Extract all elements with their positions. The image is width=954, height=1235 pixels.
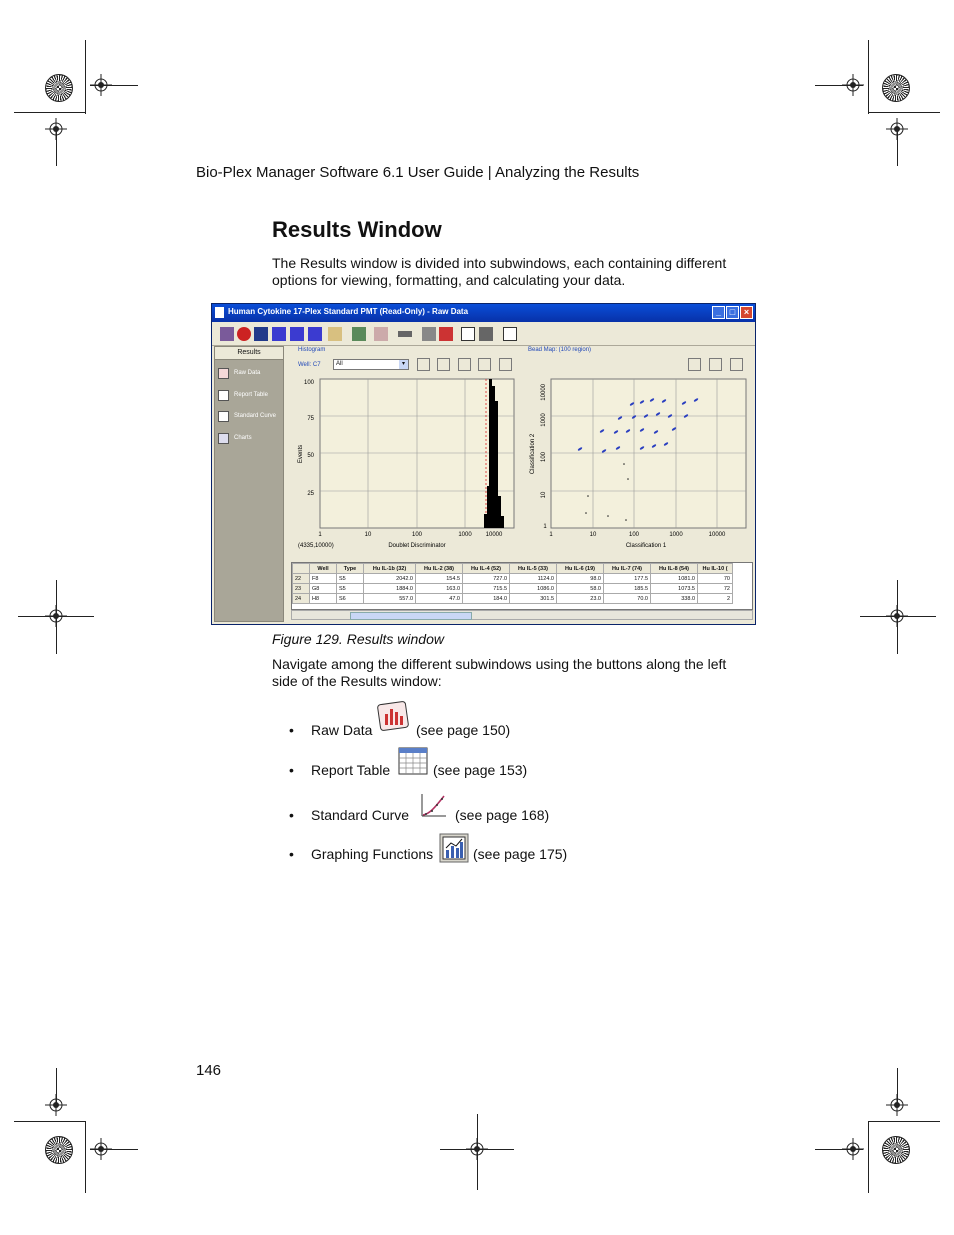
table-cell: 2 [698, 594, 733, 604]
table-cell: 1884.0 [364, 584, 416, 594]
toolbar-fx-icon[interactable] [308, 327, 322, 341]
x-tick: 1 [318, 532, 322, 538]
list-item-label: Report Table [311, 762, 391, 778]
report-table-icon [398, 747, 428, 775]
sidebar-item-report-table[interactable]: Report Table [217, 389, 283, 403]
section-title: Results Window [272, 217, 442, 242]
column-header[interactable]: Hu IL-2 (38) [416, 564, 463, 574]
y-axis-label: Events [298, 444, 304, 464]
toolbar-link-icon[interactable] [398, 331, 412, 337]
list-item-ref: (see page 168) [455, 807, 550, 823]
bead-map-zoom-button[interactable] [709, 358, 722, 371]
toolbar-chart-icon[interactable] [352, 327, 366, 341]
table-cell: 98.0 [557, 574, 604, 584]
bullet: • [289, 722, 294, 738]
table-cell: 1081.0 [651, 574, 698, 584]
y-tick: 50 [307, 453, 314, 459]
navigate-paragraph: Navigate among the different subwindows using the buttons along the left side of the Results window: [272, 656, 727, 689]
table-cell: 23 [293, 584, 310, 594]
y-tick: 1000 [541, 413, 547, 427]
x-tick: 10000 [485, 532, 503, 538]
raw-data-icon [376, 700, 412, 734]
bead-point [623, 463, 625, 465]
close-button[interactable]: × [740, 306, 753, 319]
region-dropdown[interactable]: All ▾ [333, 359, 409, 370]
column-header[interactable]: Hu IL-4 (52) [463, 564, 510, 574]
table-cell: 1124.0 [510, 574, 557, 584]
table-cell: 301.5 [510, 594, 557, 604]
y-tick: 10 [541, 491, 547, 499]
table-cell: 727.0 [463, 574, 510, 584]
y-tick: 75 [307, 416, 314, 422]
x-axis-label: Doublet Discriminator [388, 543, 446, 549]
list-item-label: Raw Data [311, 722, 373, 738]
coordinate-readout: (4335,10000) [298, 543, 334, 549]
x-tick: 100 [628, 532, 640, 538]
bullet: • [289, 846, 294, 862]
table-cell: 715.5 [463, 584, 510, 594]
table-header-row [293, 564, 733, 574]
table-cell: H8 [310, 594, 337, 604]
toolbar-wrench-icon[interactable] [422, 327, 436, 341]
figure-caption: Figure 129. Results window [272, 631, 444, 647]
table-cell: F8 [310, 574, 337, 584]
column-header[interactable]: Hu IL-1b (32) [364, 564, 416, 574]
column-header[interactable] [293, 564, 310, 574]
toolbar-beads-icon[interactable] [237, 327, 251, 341]
table-cell: 163.0 [416, 584, 463, 594]
document-icon [215, 307, 224, 318]
list-item-ref: (see page 153) [433, 762, 528, 778]
raw-data-table [291, 562, 753, 610]
report-table-icon [218, 390, 229, 401]
bead-map-plot [524, 376, 749, 554]
table-cell: 1086.0 [510, 584, 557, 594]
horizontal-scrollbar[interactable] [291, 610, 753, 620]
table-cell: 72 [698, 584, 733, 594]
table-cell: 177.5 [604, 574, 651, 584]
table-cell: 557.0 [364, 594, 416, 604]
results-window-screenshot [211, 303, 756, 625]
registration-star-icon [45, 74, 73, 102]
x-tick: 10 [589, 532, 597, 538]
column-header[interactable]: Well [310, 564, 337, 574]
table-cell: 58.0 [557, 584, 604, 594]
toolbar-reagent-icon[interactable] [439, 327, 453, 341]
y-tick: 100 [541, 451, 547, 463]
y-axis-label: Classification 2 [530, 433, 536, 475]
list-item-ref: (see page 175) [473, 846, 568, 862]
bead-point [607, 515, 609, 517]
table-row[interactable] [293, 594, 733, 604]
bullet: • [289, 762, 294, 778]
list-item-label: Standard Curve [311, 807, 410, 823]
table-cell: 24 [293, 594, 310, 604]
table-cell: 23.0 [557, 594, 604, 604]
sidebar-heading: Results [215, 347, 283, 360]
toolbar-graph-icon[interactable] [461, 327, 475, 341]
minimize-button[interactable]: _ [712, 306, 725, 319]
table-cell: 70.0 [604, 594, 651, 604]
maximize-button[interactable]: □ [726, 306, 739, 319]
table-cell: 2042.0 [364, 574, 416, 584]
histogram-window-button[interactable] [499, 358, 512, 371]
x-tick: 10 [364, 532, 372, 538]
table-cell: 70 [698, 574, 733, 584]
column-header[interactable]: Hu IL-7 (74) [604, 564, 651, 574]
sidebar-item-standard-curve[interactable]: Standard Curve [217, 410, 283, 424]
table-cell: S5 [337, 574, 364, 584]
graphing-functions-icon [439, 833, 469, 863]
table-cell: S6 [337, 594, 364, 604]
histogram-marker-button[interactable] [437, 358, 450, 371]
x-tick: 10000 [708, 532, 726, 538]
sidebar-item-charts[interactable]: Charts [217, 432, 283, 446]
bead-point [625, 519, 627, 521]
table-row[interactable] [293, 574, 733, 584]
y-tick: 1 [543, 524, 547, 530]
column-header[interactable]: Hu IL-10 ( [698, 564, 733, 574]
toolbar-plate-icon[interactable] [254, 327, 268, 341]
toolbar-fs-icon[interactable] [272, 327, 286, 341]
table-cell: 154.5 [416, 574, 463, 584]
intro-paragraph: The Results window is divided into subwindows, each containing different options for viewing, formatting, and calculating your data. [272, 255, 727, 288]
page-number: 146 [196, 1062, 222, 1079]
table-cell: 338.0 [651, 594, 698, 604]
table-cell: 22 [293, 574, 310, 584]
x-tick: 100 [411, 532, 423, 538]
x-tick: 1000 [458, 532, 472, 538]
column-header[interactable]: Type [337, 564, 364, 574]
list-item-ref: (see page 150) [416, 722, 511, 738]
bead-point [585, 512, 587, 514]
toolbar-protocol-icon[interactable] [220, 327, 234, 341]
histogram-plot [294, 376, 519, 554]
toolbar-print-icon[interactable] [479, 327, 493, 341]
bead-map-edit-button[interactable] [688, 358, 701, 371]
list-item-label: Graphing Functions [311, 846, 434, 862]
histogram-zoom-button[interactable] [478, 358, 491, 371]
raw-data-icon [218, 368, 229, 379]
histogram-scale-button[interactable] [417, 358, 430, 371]
table-cell: 47.0 [416, 594, 463, 604]
standard-curve-icon [218, 411, 229, 422]
toolbar-edit-icon[interactable] [374, 327, 388, 341]
bullet: • [289, 807, 294, 823]
table-cell: G8 [310, 584, 337, 594]
y-tick: 100 [303, 380, 314, 386]
table-cell: 1073.5 [651, 584, 698, 594]
column-header[interactable]: Hu IL-8 (54) [651, 564, 698, 574]
column-header[interactable]: Hu IL-6 (19) [557, 564, 604, 574]
toolbar-grid-icon[interactable] [328, 327, 342, 341]
x-tick: 1000 [669, 532, 683, 538]
graphing-functions-icon [218, 433, 229, 444]
toolbar-help-icon[interactable] [503, 327, 517, 341]
table-cell: S5 [337, 584, 364, 594]
toolbar-fc-icon[interactable] [290, 327, 304, 341]
sidebar-item-raw-data[interactable]: Raw Data [217, 367, 283, 381]
toolbar [212, 323, 755, 346]
scroll-thumb[interactable] [350, 612, 472, 620]
histogram-panel-label: Histogram [298, 347, 326, 353]
results-sidebar [214, 346, 284, 622]
registration-star-icon [45, 1136, 73, 1164]
window-title: Human Cytokine 17-Plex Standard PMT (Read-Only) - Raw Data [228, 307, 469, 316]
standard-curve-icon [418, 792, 448, 820]
running-header: Bio-Plex Manager Software 6.1 User Guide | Analyzing the Results [196, 164, 640, 181]
window-title-bar [212, 304, 755, 322]
table-cell: 185.5 [604, 584, 651, 594]
well-label: Well: C7 [298, 362, 321, 368]
y-tick: 25 [307, 491, 314, 497]
histogram-edit-button[interactable] [458, 358, 471, 371]
bead-point [627, 478, 629, 480]
bead-point [587, 495, 589, 497]
bead-map-panel-label: Bead Map: (100 region) [528, 347, 592, 353]
table-row[interactable] [293, 584, 733, 594]
registration-star-icon [882, 74, 910, 102]
x-axis-label: Classification 1 [625, 543, 667, 549]
chevron-down-icon: ▾ [399, 360, 408, 369]
registration-star-icon [882, 1136, 910, 1164]
table-cell: 184.0 [463, 594, 510, 604]
y-tick: 10000 [541, 384, 547, 401]
column-header[interactable]: Hu IL-5 (33) [510, 564, 557, 574]
bead-map-window-button[interactable] [730, 358, 743, 371]
x-tick: 1 [549, 532, 553, 538]
